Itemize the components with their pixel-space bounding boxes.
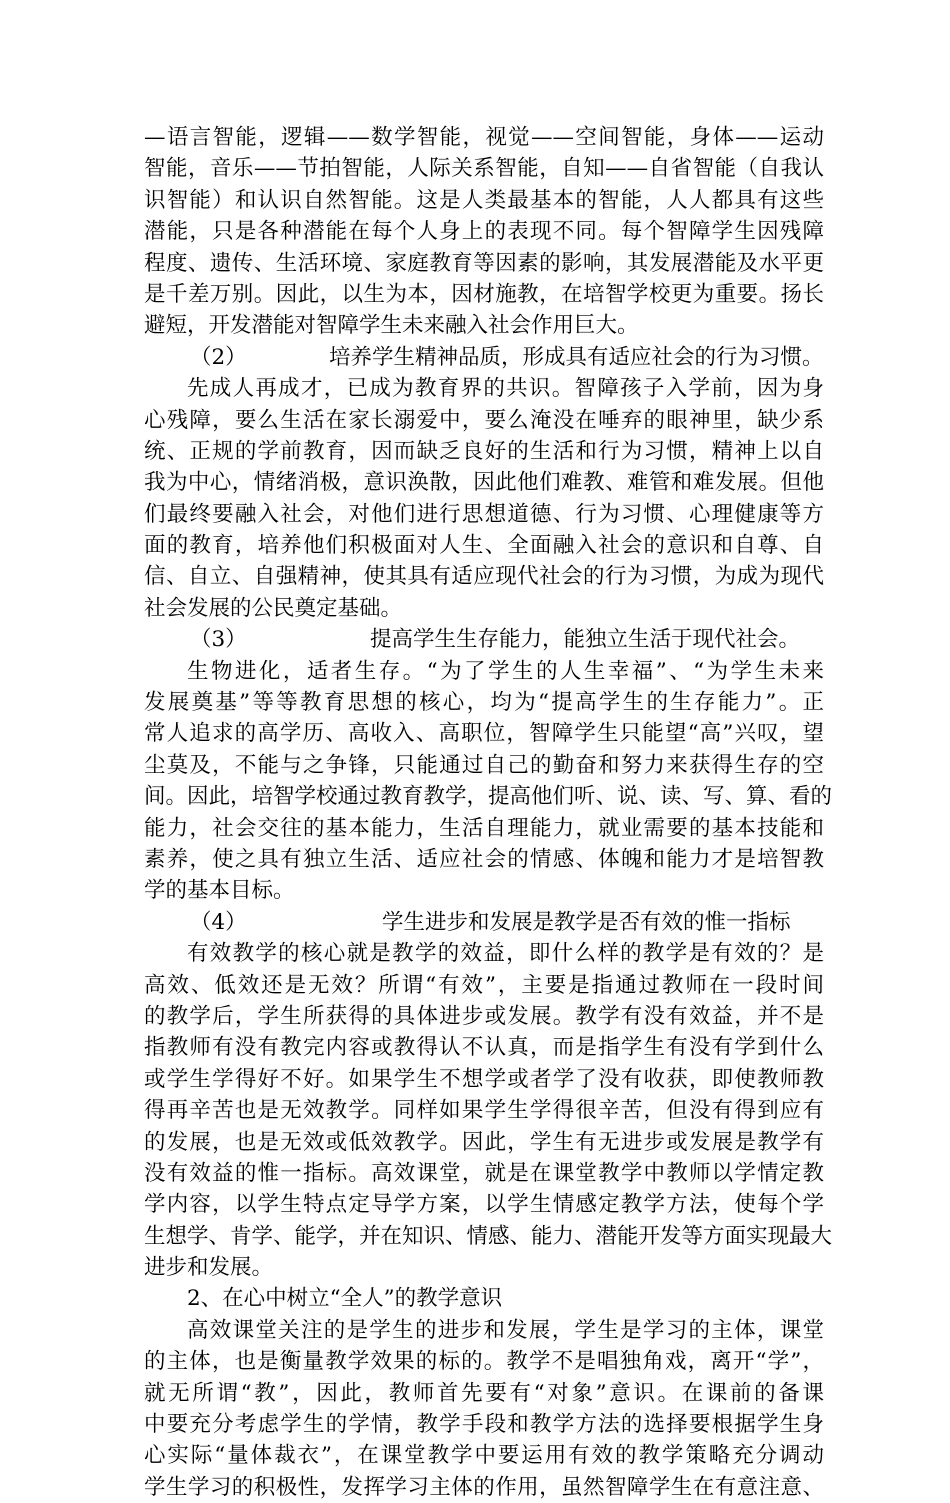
section-heading [144,907,824,938]
section-title: 学生进步和发展是教学是否有效的惟一指标 [382,909,791,935]
section-heading [144,624,824,655]
paragraph-line: 尘莫及，不能与之争锋，只能通过自己的勤奋和努力来获得生存的空 [144,752,824,778]
paragraph-line: 们最终要融入社会，对他们进行思想道德、行为习惯、心理健康等方 [144,501,824,527]
paragraph-line: 信、自立、自强精神，使其具有适应现代社会的行为习惯，为成为现代 [144,564,824,590]
section-number: （3） [190,627,247,653]
paragraph-line: 面的教育，培养他们积极面对人生、全面融入社会的意识和自尊、自 [144,533,824,559]
paragraph-line: 智能，音乐——节拍智能，人际关系智能，自知——自省智能（自我认 [144,156,824,182]
section-title: 培养学生精神品质，形成具有适应社会的行为习惯。 [329,344,824,370]
paragraph-line: 识智能）和认识自然智能。这是人类最基本的智能，人人都具有这些 [144,187,824,213]
paragraph-line: 的教学后，学生所获得的具体进步或发展。教学有没有效益，并不是 [144,1003,824,1029]
paragraph-line: 没有效益的惟一指标。高效课堂，就是在课堂教学中教师以学情定教 [144,1160,824,1186]
paragraph-line: 得再辛苦也是无效教学。同样如果学生学得很辛苦，但没有得到应有 [144,1098,824,1124]
paragraph-line: 心实际“量体裁衣”，在课堂教学中要运用有效的教学策略充分调动 [144,1443,824,1469]
paragraph-first-line: 高效课堂关注的是学生的进步和发展，学生是学习的主体，课堂 [187,1317,824,1343]
paragraph-line: 中要充分考虑学生的学情，教学手段和教学方法的选择要根据学生身 [144,1412,824,1438]
paragraph-line: 生想学、肯学、能学，并在知识、情感、能力、潜能开发等方面实现最大 [144,1223,833,1249]
section-heading [144,342,824,373]
paragraph-line: 发展奠基”等等教育思想的核心，均为“提高学生的生存能力”。正 [144,690,824,716]
paragraph-line: 我为中心，情绪消极，意识涣散，因此他们难教、难管和难发展。但他 [144,470,824,496]
paragraph-line: 间。因此，培智学校通过教育教学，提高他们听、说、读、写、算、看的 [144,784,833,810]
paragraph-line: 是千差万别。因此，以生为本，因材施教，在培智学校更为重要。扬长 [144,281,824,307]
body-text [144,122,833,1503]
paragraph-line: 避短，开发潜能对智障学生未来融入社会作用巨大。 [144,313,639,339]
paragraph-line: 学内容，以学生特点定导学方案，以学生情感定教学方法，使每个学 [144,1192,824,1218]
paragraph-line: 的发展，也是无效或低效教学。因此，学生有无进步或发展是教学有 [144,1129,824,1155]
paragraph-line: 程度、遗传、生活环境、家庭教育等因素的影响，其发展潜能及水平更 [144,250,824,276]
section-number: （4） [190,909,247,935]
paragraph-line: 潜能，只是各种潜能在每个人身上的表现不同。每个智障学生因残障 [144,219,824,245]
paragraph-line: 学生学习的积极性，发挥学习主体的作用，虽然智障学生在有意注意、 [144,1474,824,1500]
paragraph-first-line: 先成人再成才，已成为教育界的共识。智障孩子入学前，因为身 [187,376,824,402]
paragraph-first-line: 2、在心中树立“全人”的教学意识 [187,1286,503,1312]
paragraph-line: 心残障，要么生活在家长溺爱中，要么淹没在唾弃的眼神里，缺少系 [144,407,824,433]
paragraph-line: 指教师有没有教完内容或教得认不认真，而是指学生有没有学到什么 [144,1035,824,1061]
paragraph-line: 社会发展的公民奠定基础。 [144,595,403,621]
section-title: 提高学生生存能力，能独立生活于现代社会。 [370,627,801,653]
paragraph-first-line: 有效教学的核心就是教学的效益，即什么样的教学是有效的？是 [187,941,824,967]
paragraph-line: 常人追求的高学历、高收入、高职位，智障学生只能望“高”兴叹，望 [144,721,824,747]
paragraph-line: 素养，使之具有独立生活、适应社会的情感、体魄和能力才是培智教 [144,846,824,872]
paragraph-line: —语言智能，逻辑——数学智能，视觉——空间智能，身体——运动 [144,125,824,150]
paragraph-line: 高效、低效还是无效？所谓“有效”，主要是指通过教师在一段时间 [144,972,824,998]
paragraph-first-line: 生物进化，适者生存。“为了学生的人生幸福”、“为学生未来 [187,658,824,684]
paragraph-line: 能力，社会交往的基本能力，生活自理能力，就业需要的基本技能和 [144,815,824,841]
paragraph-line: 或学生学得好不好。如果学生不想学或者学了没有收获，即使教师教 [144,1066,824,1092]
paragraph-line: 的主体，也是衡量教学效果的标的。教学不是唱独角戏，离开“学”， [144,1349,824,1375]
paragraph-line: 统、正规的学前教育，因而缺乏良好的生活和行为习惯，精神上以自 [144,438,824,464]
paragraph-line: 进步和发展。 [144,1255,274,1281]
paragraph-line: 就无所谓“教”，因此，教师首先要有“对象”意识。在课前的备课 [144,1380,824,1406]
paragraph-line: 学的基本目标。 [144,878,295,904]
section-number: （2） [190,344,247,370]
